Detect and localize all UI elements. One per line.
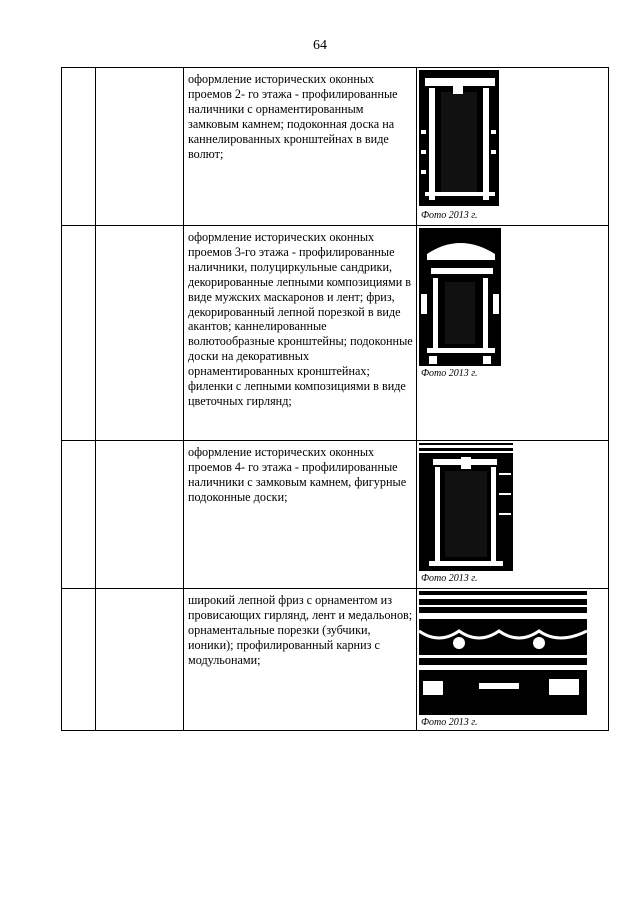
photo-cell xyxy=(417,68,609,226)
description-text: оформление исторических оконных проемов 3-го этажа - профилированные наличники, полуциркульные сандрики, декорированные лепными композициями в виде мужских маскаронов и лент; фриз, декорированный лепной порезкой в виде акантов; каннелированные волютообразные кронштейны; подоконные доски на декоративных орнаментированных кронштейнах; филенки с лепными композициями в виде цветочных гирлянд; xyxy=(188,230,413,408)
description-text: оформление исторических оконных проемов 2- го этажа - профилированные наличники с орнаментированным замковым камнем; подоконная доска на каннелированных кронштейнах в виде волют; xyxy=(188,72,398,161)
row-index-cell xyxy=(62,226,96,441)
photo-cell xyxy=(417,441,609,589)
description-text: оформление исторических оконных проемов 4- го этажа - профилированные наличники с замковым камнем, фигурные подоконные доски; xyxy=(188,445,407,504)
description-cell xyxy=(184,226,417,441)
photo-caption: Фото 2013 г. xyxy=(421,573,478,584)
row-index-cell xyxy=(62,441,96,589)
photo-caption: Фото 2013 г. xyxy=(421,210,478,221)
frieze-photo-icon xyxy=(419,591,587,715)
row-object-cell xyxy=(96,441,184,589)
row-object-cell xyxy=(96,589,184,731)
description-cell xyxy=(184,589,417,731)
description-cell xyxy=(184,441,417,589)
photo-caption: Фото 2013 г. xyxy=(421,368,478,379)
heritage-elements-table xyxy=(61,67,609,731)
photo-cell xyxy=(417,226,609,441)
photo-cell xyxy=(417,589,609,731)
table-row xyxy=(62,441,609,589)
photo-caption: Фото 2013 г. xyxy=(421,717,478,728)
row-index-cell xyxy=(62,68,96,226)
row-object-cell xyxy=(96,226,184,441)
window-photo-icon xyxy=(419,70,499,206)
table-row xyxy=(62,589,609,731)
row-index-cell xyxy=(62,589,96,731)
window-photo-icon xyxy=(419,443,513,571)
description-text: широкий лепной фриз с орнаментом из провисающих гирлянд, лент и медальонов; орнаментальные порезки (зубчики, ионики); профилированный карниз с модульонами; xyxy=(188,593,413,667)
table-row xyxy=(62,226,609,441)
description-cell xyxy=(184,68,417,226)
window-photo-icon xyxy=(419,228,501,366)
row-object-cell xyxy=(96,68,184,226)
page-number: 64 xyxy=(313,38,327,53)
table-row xyxy=(62,68,609,226)
